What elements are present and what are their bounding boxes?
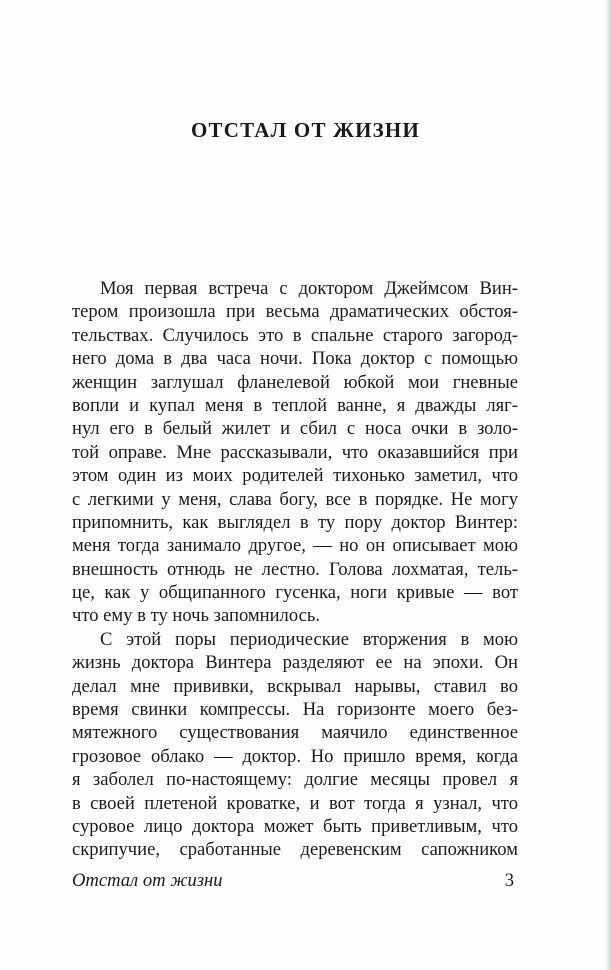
text-line: жизнь доктора Винтера разделяют ее на эпохи. Он — [72, 652, 518, 674]
text-line: женщин заглушал фланелевой юбкой мои гневные — [72, 371, 518, 393]
text-line: припомнить, как выглядел в ту пору доктор Винтер: — [72, 511, 518, 533]
text-line: что ему в ту ночь запомнилось. — [72, 605, 320, 627]
text-line: грозовое облако — доктор. Но пришло время, когда — [72, 745, 518, 767]
text-line: скрипучие, сработанные деревенским сапожником — [72, 839, 518, 861]
text-line: Моя первая встреча с доктором Джеймсом Вин- — [100, 278, 518, 299]
text-line: я заболел по-настоящему: долгие месяцы провел я — [72, 769, 518, 791]
text-line: в своей плетеной кроватке, и вот тогда я узнал, что — [72, 792, 518, 814]
body-text — [72, 277, 518, 862]
text-line: внешность отнюдь не лестно. Голова лохматая, тель- — [72, 558, 518, 580]
text-line: С этой поры периодические вторжения в мою — [100, 628, 518, 650]
page-footer — [72, 870, 518, 894]
text-line: время свинки компрессы. На горизонте моего без- — [72, 699, 518, 721]
page-number: 3 — [504, 870, 514, 891]
text-line: вопли и купал меня в теплой ванне, я дважды ляг- — [72, 394, 518, 416]
text-line: мятежного существования маячило единственное — [72, 722, 518, 744]
text-line: тельствах. Случилось это в спальне старого загород- — [72, 324, 518, 346]
text-line: этом один из моих родителей тихонько заметил, что — [72, 465, 518, 487]
page-edge-shadow — [605, 0, 611, 970]
text-line: той оправе. Мне рассказывали, что оказавшийся при — [72, 441, 518, 463]
text-line: тером произошла при весьма драматических обстоя- — [72, 301, 518, 323]
text-line: него дома в два часа ночи. Пока доктор с помощью — [72, 348, 518, 370]
text-line: це, как у общипанного гусенка, ноги кривые — вот — [72, 582, 518, 604]
text-line: суровое лицо доктора может быть приветливым, что — [72, 815, 518, 837]
text-line: с легкими у меня, слава богу, все в порядке. Не могу — [72, 488, 518, 510]
text-line: меня тогда занимало другое, — но он описывает мою — [72, 535, 518, 557]
text-line: нул его в белый жилет и сбил с носа очки в золо- — [72, 418, 518, 440]
running-title: Отстал от жизни — [72, 870, 223, 891]
text-line: делал мне прививки, вскрывал нарывы, ставил во — [72, 675, 518, 697]
chapter-title: ОТСТАЛ ОТ ЖИЗНИ — [191, 118, 420, 142]
